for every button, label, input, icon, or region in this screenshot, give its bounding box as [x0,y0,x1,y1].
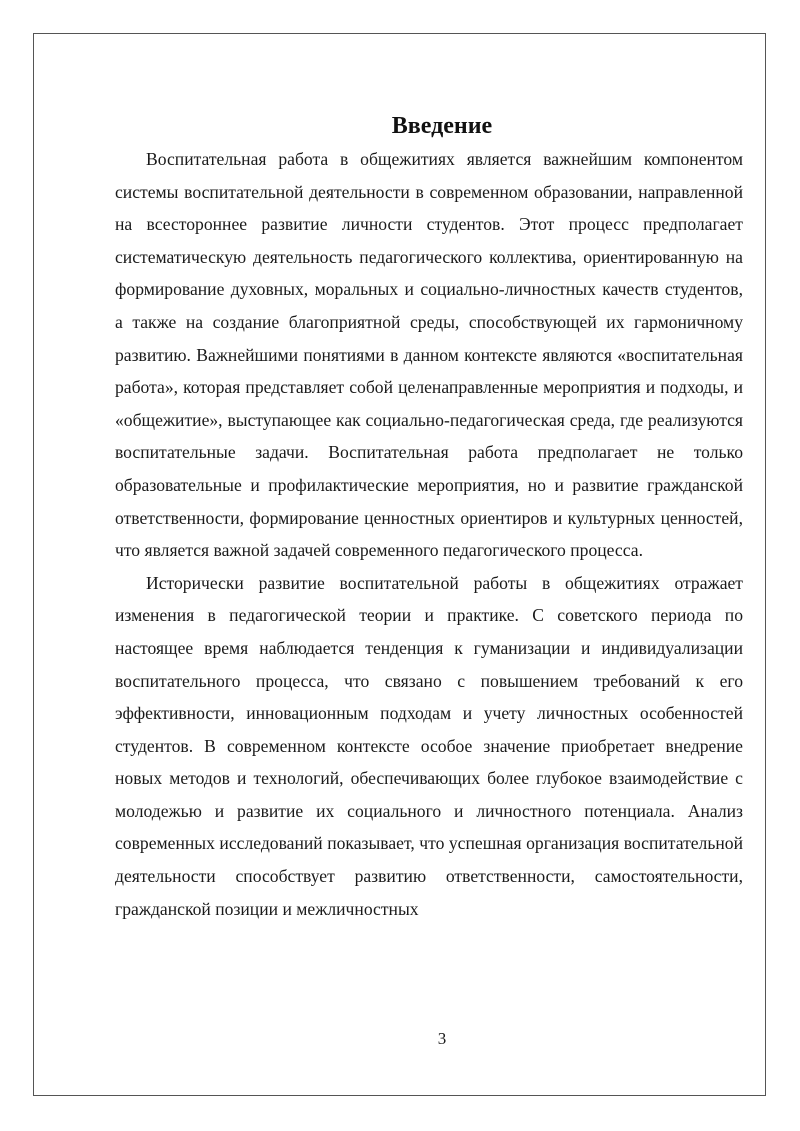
document-body [115,143,743,925]
paragraph-2: Исторически развитие воспитательной работы в общежитиях отражает изменения в педагогической теории и практике. С советского периода по настоящее время наблюдается тенденция к гуманизации и индивидуализации воспитательного процесса, что связано с повышением требований к его эффективности, инновационным подходам и учету личностных особенностей студентов. В современном контексте особое значение приобретает внедрение новых методов и технологий, обеспечивающих более глубокое взаимодействие с молодежью и развитие их социального и личностного потенциала. Анализ современных исследований показывает, что успешная организация воспитательной деятельности способствует развитию ответственности, самостоятельности, гражданской позиции и межличностных [115,572,743,919]
page-title: Введение [391,113,493,139]
document-page [33,33,766,1096]
paragraph-1: Воспитательная работа в общежитиях является важнейшим компонентом системы воспитательной деятельности в современном образовании, направленной на всестороннее развитие личности студентов. Этот процесс предполагает систематическую деятельность педагогического коллектива, ориентированную на формирование духовных, моральных и социально-личностных качеств студентов, а также на создание благоприятной среды, способствующей их гармоничному развитию. Важнейшими понятиями в данном контексте являются «воспитательная работа», которая представляет собой целенаправленные мероприятия и подходы, и «общежитие», выступающее как социально-педагогическая среда, где реализуются воспитательные задачи. Воспитательная работа предполагает не только образовательные и профилактические мероприятия, но и развитие гражданской ответственности, формирование ценностных ориентиров и культурных ценностей, что является важной задачей современного педагогического процесса. [115,149,743,561]
page-number: 3 [437,1029,447,1048]
